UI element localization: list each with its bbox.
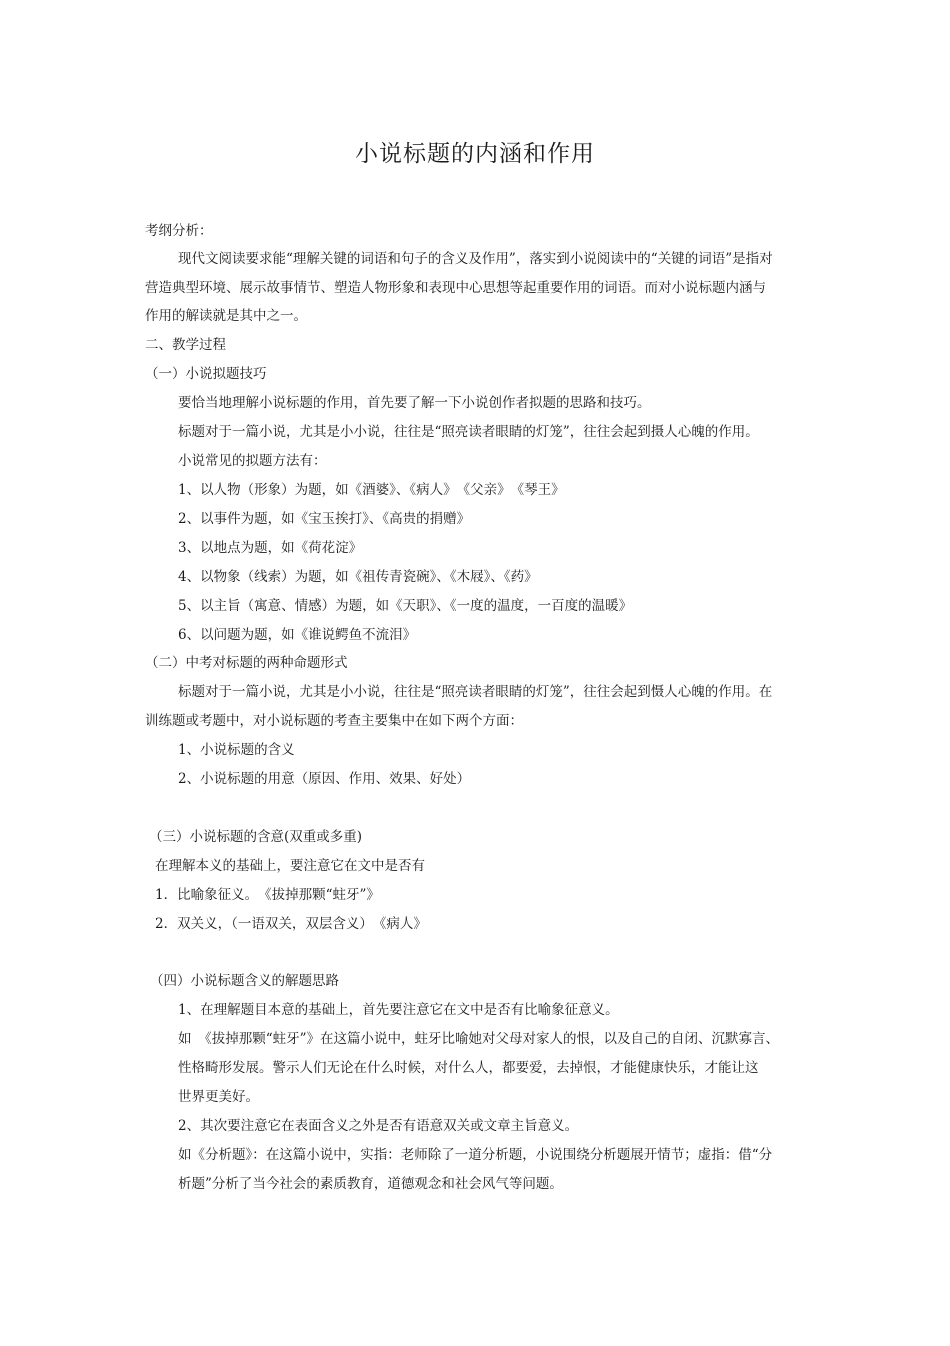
list-item: 1、小说标题的含义 [178,742,295,758]
paragraph-line: 性格畸形发展。警示人们无论在什么时候，对什么人，都要爱，去掉恨，才能健康快乐，才能让这 [178,1060,759,1076]
paragraph-line: 在理解本义的基础上，要注意它在文中是否有 [155,858,425,874]
list-item: 4、以物象（线索）为题，如《祖传青瓷碗》、《木屐》、《药》 [178,569,538,585]
list-item: 2、小说标题的用意（原因、作用、效果、好处） [178,771,471,787]
paragraph-line: 如《分析题》：在这篇小说中，实指：老师除了一道分析题，小说围绕分析题展开情节；虚指：借“分 [178,1147,773,1163]
subsection-heading: （一）小说拟题技巧 [145,366,267,382]
paragraph-line: 营造典型环境、展示故事情节、塑造人物形象和表现中心思想等起重要作用的词语。而对小说标题内涵与 [145,280,766,296]
document-title: 小说标题的内涵和作用 [355,141,595,167]
list-item: 3、以地点为题，如《荷花淀》 [178,540,363,556]
paragraph-line: 现代文阅读要求能“理解关键的词语和句子的含义及作用”，落实到小说阅读中的“关键的词语”是指对 [178,251,773,267]
list-item: 6、以问题为题，如《谁说鳄鱼不流泪》 [178,627,417,643]
list-item: 1．比喻象征义。 《拔掉那颗“蛀牙”》 [155,887,380,903]
paragraph-line: 如 《拔掉那颗“蛀牙”》在这篇小说中，蛀牙比喻她对父母对家人的恨，以及自己的自闭、沉默寡言、 [178,1031,780,1047]
list-item: 2．双关义，（一语双关，双层含义） 《病人》 [155,916,427,932]
paragraph-line: 训练题或考题中，对小说标题的考查主要集中在如下两个方面： [145,713,523,729]
section-heading: 二、教学过程 [145,337,226,353]
list-item: 2、以事件为题，如《宝玉挨打》、《高贵的捐赠》 [178,511,471,527]
list-item: 2、其次要注意它在表面含义之外是否有语意双关或文章主旨意义。 [178,1118,579,1134]
subsection-heading: （三）小说标题的含意(双重或多重) [149,829,363,845]
section-label-syllabus: 考纲分析： [145,223,213,239]
paragraph-line: 世界更美好。 [178,1089,259,1105]
paragraph-line: 小说常见的拟题方法有： [178,453,327,469]
paragraph-line: 标题对于一篇小说，尤其是小小说，往往是“照亮读者眼睛的灯笼”，往往会起到摄人心魄的作用。 [178,424,759,440]
paragraph-line: 要恰当地理解小说标题的作用，首先要了解一下小说创作者拟题的思路和技巧。 [178,395,651,411]
list-item: 1、以人物（形象）为题，如《酒婆》、《病人》 《父亲》 《琴王》 [178,482,565,498]
list-item: 1、在理解题目本意的基础上，首先要注意它在文中是否有比喻象征意义。 [178,1002,619,1018]
paragraph-line: 析题”分析了当今社会的素质教育，道德观念和社会风气等问题。 [178,1176,563,1192]
subsection-heading: （四）小说标题含义的解题思路 [150,973,339,989]
subsection-heading: （二）中考对标题的两种命题形式 [145,655,348,671]
paragraph-line: 作用的解读就是其中之一。 [145,308,307,324]
paragraph-line: 标题对于一篇小说，尤其是小小说，往往是“照亮读者眼睛的灯笼”，往往会起到慑人心魄的作用。在 [178,684,773,700]
list-item: 5、以主旨（寓意、情感）为题，如《天职》、《一度的温度，一百度的温暖》 [178,598,633,614]
